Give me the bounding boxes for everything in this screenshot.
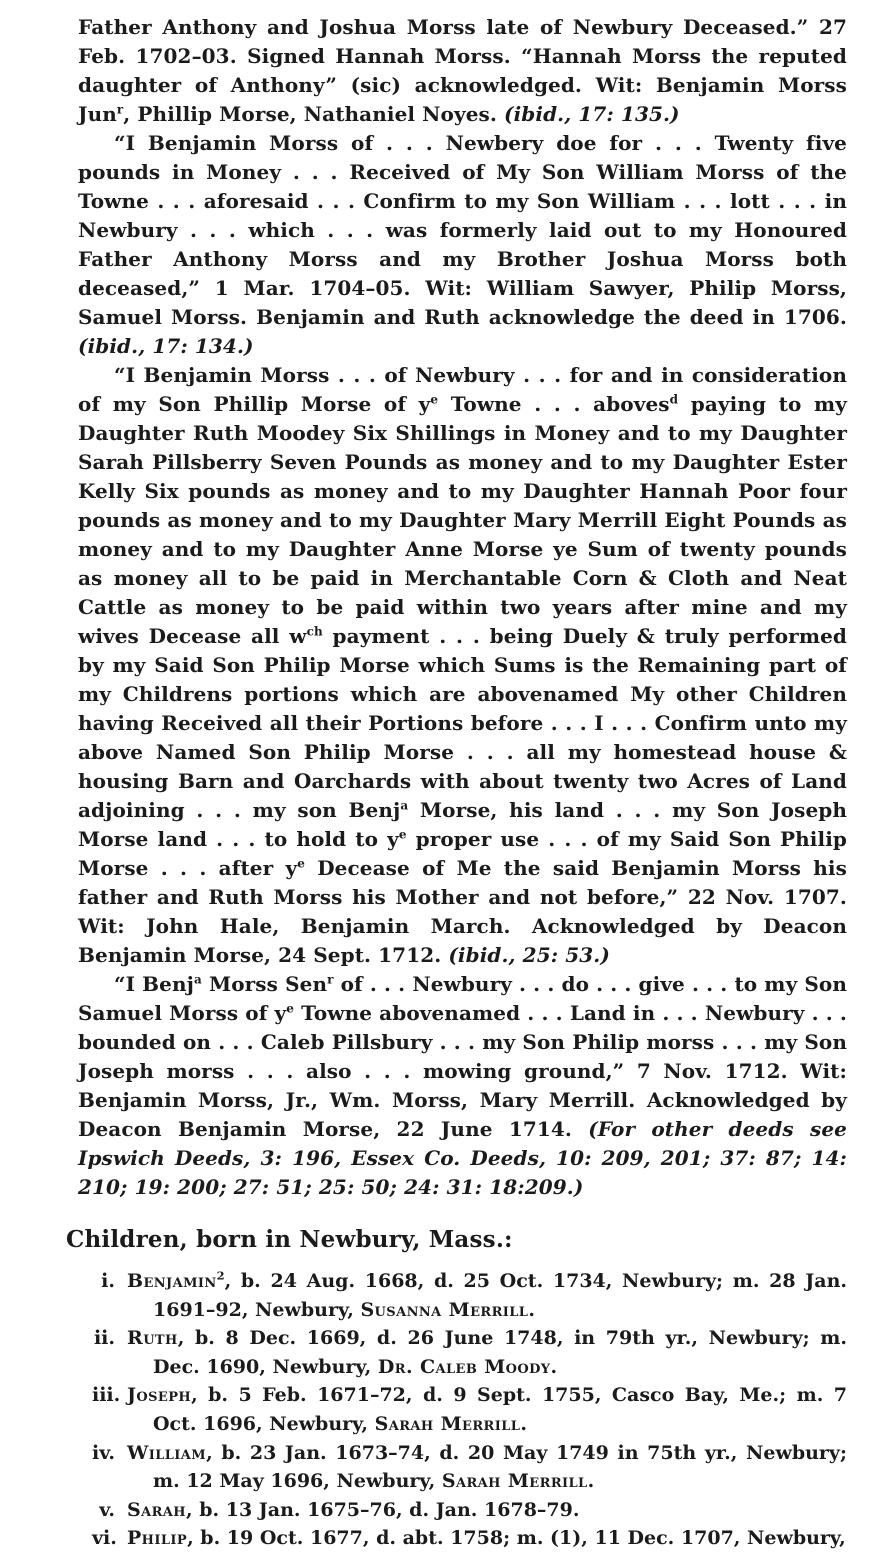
text-segment: e <box>286 1001 295 1016</box>
text-segment: proper use . . . of my Said Son Philip Morse . . . after y <box>78 827 847 880</box>
text-segment: ch <box>306 624 323 639</box>
text-segment: . <box>587 1470 595 1493</box>
child-numeral: v. <box>99 1498 115 1521</box>
text-segment: (ibid., 17: 135.) <box>504 102 680 126</box>
text-segment: “I Benj <box>114 972 194 996</box>
text-segment: Sarah <box>127 1498 186 1521</box>
text-segment: Sarah Merrill <box>374 1412 521 1435</box>
text-segment: a <box>400 798 409 813</box>
child-numeral: i. <box>101 1270 115 1292</box>
child-numeral: iii. <box>92 1384 121 1407</box>
children-heading: Children, born in Newbury, Mass.: <box>66 1226 513 1253</box>
deed-paragraphs <box>78 13 847 1202</box>
text-segment: Dr. Caleb Moody <box>377 1355 551 1378</box>
child-entry <box>78 1381 847 1438</box>
deed-paragraph <box>78 970 847 1202</box>
child-entry <box>78 1439 847 1496</box>
text-segment: of . . . Newbury . . . do . . . give . . . to my Son Samuel Morss of y <box>78 972 848 1025</box>
text-segment: , Phillip Morse, Nathaniel Noyes. <box>123 102 505 126</box>
text-segment: William <box>127 1441 207 1464</box>
text-segment: “I Benjamin Morss . . . of Newbury . . . for and in consideration of my Son Phillip Morse of y <box>78 363 847 416</box>
text-segment: , b. 8 Dec. 1669, d. 26 June 1748, in 79th yr., Newbury; m. Dec. 1690, Newbury, <box>153 1327 847 1378</box>
text-segment: Father Anthony and Joshua Morss late of Newbury Deceased.” 27 Feb. 1702–03. Signed Hannah Morss. “Hannah Morss the reputed daughter of Anthony” (sic) acknowledged. Wit: Benjamin Morss Jun <box>78 15 847 126</box>
text-segment: , b. 5 Feb. 1671–72, d. 9 Sept. 1755, Casco Bay, Me.; m. 7 Oct. 1696, Newbury, <box>153 1384 847 1435</box>
text-segment: 2 <box>216 1268 225 1283</box>
deed-paragraph <box>78 13 847 129</box>
children-list <box>78 1267 847 1553</box>
text-segment: Towne abovenamed . . . Land in . . . Newbury . . . bounded on . . . Caleb Pillsbury . . . my Son Philip morss . . . my Son Joseph morss . . . also . . . mowing ground,” 7 Nov. 1712. Wit: Benjamin Morss, Jr., Wm. Morss, Mary Merrill. Acknowledged by Deacon Benjamin Morse, 22 June 1714. <box>78 1001 847 1141</box>
text-segment: (ibid., 25: 53.) <box>448 943 610 967</box>
text-segment: paying to my Daughter Ruth Moodey Six Shillings in Money and to my Daughter Sarah Pillsberry Seven Pounds as money and to my Daughter Ester Kelly Six pounds as money and to my Daughter Hannah Poor four pounds as money and to my Daughter Mary Merrill Eight Pounds as money and to my Daughter Anne Morse ye Sum of twenty pounds as money all to be paid in Merchantable Corn & Cloth and Neat Cattle as money to be paid within two years after mine and my wives Decease all w <box>78 392 847 648</box>
child-entry <box>78 1496 847 1525</box>
text-segment: (ibid., 17: 134.) <box>78 334 254 358</box>
text-segment: Joseph <box>127 1384 192 1407</box>
text-segment: e <box>297 856 305 871</box>
text-segment: (For other deeds see Ipswich Deeds, 3: 196, Essex Co. Deeds, 10: 209, 201; 37: 87; 14: 210; 19: 200; 27: 51; 25: 50; 24: 31: 18:209.) <box>78 1117 847 1199</box>
text-segment: , b. 19 Oct. 1677, d. abt. 1758; m. (1), 11 Dec. 1707, Newbury, <box>187 1527 846 1550</box>
text-segment: e <box>398 827 407 842</box>
text-segment: . <box>528 1298 535 1321</box>
text-segment: , b. 24 Aug. 1668, d. 25 Oct. 1734, Newbury; m. 28 Jan. 1691–92, Newbury, <box>153 1270 847 1321</box>
text-segment: , b. 13 Jan. 1675–76, d. Jan. 1678–79. <box>185 1498 580 1521</box>
text-segment: . <box>520 1412 527 1435</box>
text-segment: Morse, his land . . . my Son Joseph Morse land . . . to hold to y <box>78 798 847 851</box>
text-segment: r <box>116 102 124 117</box>
text-segment: Sarah Merrill <box>441 1470 588 1493</box>
text-segment: Decease of Me the said Benjamin Morss his father and Ruth Morss his Mother and not before,” 22 Nov. 1707. Wit: John Hale, Benjamin March. Acknowledged by Deacon Benjamin Morse, 24 Sept. 1712. <box>78 856 847 967</box>
child-numeral: iv. <box>92 1441 115 1464</box>
child-numeral: vi. <box>92 1527 117 1550</box>
child-numeral: ii. <box>93 1327 115 1350</box>
text-segment: Morss Sen <box>201 972 328 996</box>
text-segment: , b. 23 Jan. 1673–74, d. 20 May 1749 in 75th yr., Newbury; m. 12 May 1696, Newbury, <box>153 1441 847 1493</box>
text-segment: Philip <box>127 1527 188 1550</box>
text-segment: Benjamin <box>127 1270 217 1292</box>
text-segment: Ruth <box>127 1327 178 1350</box>
child-entry <box>78 1524 847 1553</box>
deed-paragraph <box>78 129 847 361</box>
text-segment: a <box>193 972 202 987</box>
text-segment: d <box>669 392 679 407</box>
text-segment: r <box>327 972 334 987</box>
text-segment: Towne . . . aboves <box>438 392 670 416</box>
deed-paragraph <box>78 361 847 970</box>
text-segment: e <box>430 392 439 407</box>
text-segment: “I Benjamin Morss of . . . Newbery doe for . . . Twenty five pounds in Money . . . Received of My Son William Morss of the Towne . . . aforesaid . . . Confirm to my Son William . . . lott . . . in Newbury . . . which . . . was formerly laid out to my Honoured Father Anthony Morss and my Brother Joshua Morss both deceased,” 1 Mar. 1704–05. Wit: William Sawyer, Philip Morss, Samuel Morss. Benjamin and Ruth acknowledge the deed in 1706. <box>78 131 847 329</box>
child-entry <box>78 1324 847 1381</box>
text-segment: payment . . . being Duely & truly performed by my Said Son Philip Morse which Sums is the Remaining part of my Childrens portions which are abovenamed My other Children having Received all their Portions before . . . I . . . Confirm unto my above Named Son Philip Morse . . . all my homestead house & housing Barn and Oarchards with about twenty two Acres of Land adjoining . . . my son Benj <box>78 624 847 822</box>
text-segment: Susanna Merrill <box>360 1298 529 1321</box>
child-entry <box>78 1267 847 1324</box>
text-segment: . <box>550 1355 558 1378</box>
